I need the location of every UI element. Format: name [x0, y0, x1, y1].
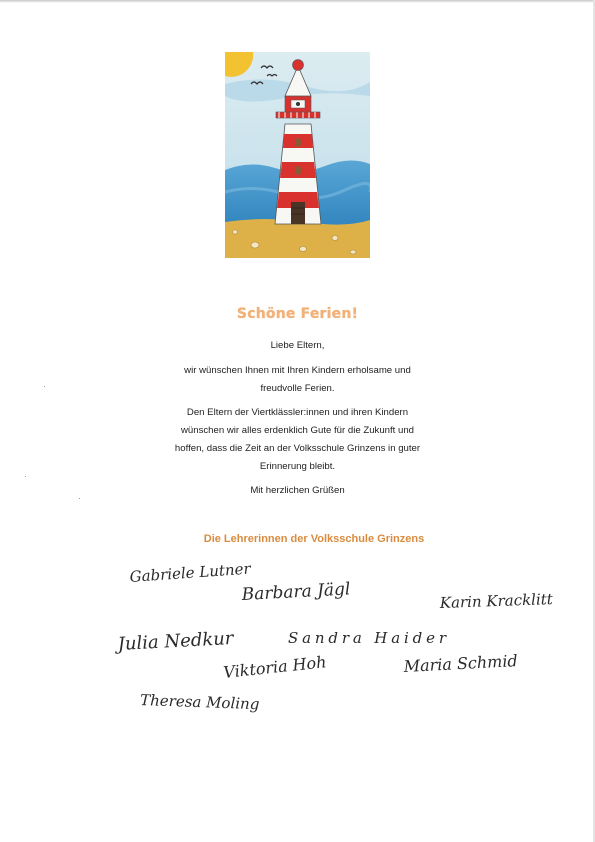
- paragraph-line: hoffen, dass die Zeit an der Volksschule Grinzens in guter: [174, 443, 421, 454]
- scan-edge-top: [0, 0, 595, 3]
- paragraph-line: wünschen wir alles erdenklich Gute für die Zukunft und: [180, 425, 415, 436]
- paragraph-line: freudvolle Ferien.: [260, 383, 335, 394]
- signature: Julia Nedkur: [117, 627, 234, 655]
- lighthouse-drawing: [225, 52, 370, 258]
- closing: Mit herzlichen Grüßen: [250, 485, 345, 496]
- paragraph-wishes: [110, 362, 485, 398]
- scan-speck: [44, 386, 45, 387]
- signature: Sandra Haider: [288, 629, 446, 647]
- signature: Theresa Moling: [139, 691, 260, 714]
- paragraph-line: Erinnerung bleibt.: [259, 461, 336, 472]
- scan-speck: [25, 476, 26, 477]
- signature: Karin Kracklitt: [439, 590, 554, 612]
- signature: Maria Schmid: [403, 651, 519, 676]
- page-title: Schöne Ferien!: [236, 306, 359, 322]
- paragraph-line: wir wünschen Ihnen mit Ihren Kindern erholsame und: [184, 365, 411, 376]
- signature: Viktoria Hoh: [222, 652, 328, 682]
- paragraph-line: Den Eltern der Viertklässler:innen und ihren Kindern: [186, 407, 409, 418]
- greeting: Liebe Eltern,: [270, 340, 325, 351]
- paragraph-fourth-graders: [110, 404, 485, 476]
- sand: [225, 219, 370, 258]
- signatures: [0, 550, 595, 740]
- signature: Gabriele Lutner: [129, 559, 252, 586]
- signature: Barbara Jägl: [241, 579, 351, 605]
- scan-speck: [79, 498, 80, 499]
- signed-by: Die Lehrerinnen der Volksschule Grinzens: [203, 533, 425, 545]
